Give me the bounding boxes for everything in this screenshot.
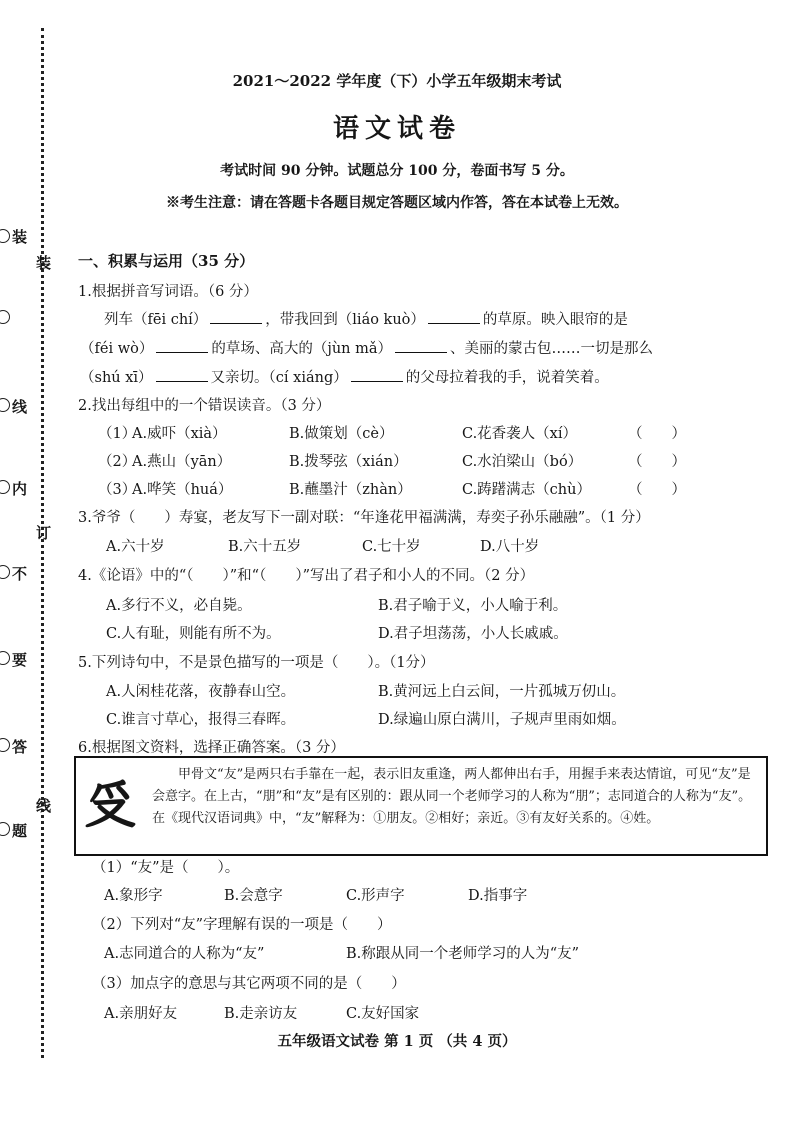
q4-option: B.君子喻于义，小人喻于利。 [378,598,568,614]
exam-info: 考试时间 90 分钟。试题总分 100 分，卷面书写 5 分。 [220,163,574,179]
question-1-line-3 [80,366,609,387]
q5-option: A.人闲桂花落，夜静春山空。 [106,684,296,700]
binding-hole [0,310,10,324]
q4-option: C.人有耻，则能有所不为。 [106,626,281,642]
q2-row-number: （1） [98,426,137,442]
margin-char: 内 [12,480,28,498]
answer-blank[interactable] [156,367,208,382]
oracle-bone-glyph: 𠬪 [84,774,137,835]
question-1-stem: 1.根据拼音写词语。（6 分） [78,284,258,300]
q1-text: ，带我回到（liáo kuò） [265,312,425,328]
q5-option: D.绿遍山原白满川，子规声里雨如烟。 [378,712,626,728]
q1-text: 列车（fēi chí） [104,312,208,328]
q2-option: C.水泊梁山（bó） [462,454,583,470]
q2-option: A.威吓（xià） [132,426,227,442]
q6-option: A.志同道合的人称为“友” [104,946,265,962]
exam-notice: ※考生注意：请在答题卡各题目规定答题区域内作答，答在本试卷上无效。 [166,195,628,211]
answer-parens[interactable]: （ ） [628,482,686,498]
binding-hole [0,738,10,752]
q6-option: A.亲朋好友 [104,1006,178,1022]
q6-option: A.象形字 [104,888,163,904]
q6-sub-3: （3）加点字的意思与其它两项不同的是（ ） [92,976,406,992]
question-1-line-1 [104,308,628,329]
binding-char: 装 [36,254,52,272]
binding-hole [0,565,10,579]
q2-option: A.哗笑（huá） [132,482,233,498]
page-footer: 五年级语文试卷 第 1 页 （共 4 页） [277,1033,517,1050]
q2-option: B.蘸墨汁（zhàn） [289,482,412,498]
margin-char: 装 [12,228,28,246]
binding-hole [0,229,10,243]
answer-blank[interactable] [428,309,480,324]
question-4-stem: 4.《论语》中的“（ ）”和“（ ）”写出了君子和小人的不同。（2 分） [78,568,535,584]
q2-option: C.花香袭人（xí） [462,426,578,442]
q1-text: 、美丽的蒙古包……一切是那么 [450,341,654,357]
binding-char: 线 [36,797,52,815]
q1-text: （shú xī） [80,370,153,386]
answer-blank[interactable] [395,338,447,353]
q2-row-number: （2） [98,454,137,470]
answer-parens[interactable]: （ ） [628,426,686,442]
section-title: 一、积累与运用（35 分） [78,252,255,270]
q6-option: D.指事字 [468,888,528,904]
q4-option: D.君子坦荡荡，小人长戚戚。 [378,626,568,642]
margin-char: 答 [12,738,28,756]
q6-option: B.会意字 [224,888,283,904]
q3-option: A.六十岁 [106,539,165,555]
q6-sub-1: （1）“友”是（ ）。 [92,860,240,876]
reference-text: 甲骨文“友”是两只右手靠在一起，表示旧友重逢，两人都伸出右手，用握手来表达情谊，可见“友”是会意字。在上古，“朋”和“友”是有区别的：跟从同一个老师学习的人称为“朋”；志同道合的人称为“友”。在《现代汉语词典》中，“友”解释为：①朋友。②相好；亲近。③有友好关系的。④姓。 [152,767,752,826]
binding-hole [0,398,10,412]
q1-text: 的父母拉着我的手，说着笑着。 [405,370,609,386]
q2-option: B.做策划（cè） [289,426,394,442]
question-2-stem: 2.找出每组中的一个错误读音。（3 分） [78,398,331,414]
q3-option: C.七十岁 [362,539,421,555]
q2-option: A.燕山（yān） [132,454,232,470]
answer-blank[interactable] [351,367,403,382]
binding-hole [0,822,10,836]
question-1-line-2 [80,337,653,358]
exam-name: 2021～2022 学年度（下）小学五年级期末考试 [232,72,562,90]
q1-text: （féi wò） [80,341,154,357]
question-5-stem: 5.下列诗句中，不是景色描写的一项是（ ）。（1分） [78,655,435,671]
q6-option: B.走亲访友 [224,1006,298,1022]
question-3-stem: 3.爷爷（ ）寿宴，老友写下一副对联：“年逢花甲福满满，寿奕子孙乐融融”。（1 分） [78,510,650,526]
q5-option: B.黄河远上白云间，一片孤城万仞山。 [378,684,626,700]
answer-blank[interactable] [156,338,208,353]
q3-option: D.八十岁 [480,539,540,555]
question-6-stem: 6.根据图文资料，选择正确答案。（3 分） [78,740,345,756]
answer-blank[interactable] [210,309,262,324]
binding-char: 订 [36,524,52,542]
q1-text: 又亲切。（cí xiáng） [210,370,348,386]
margin-char: 线 [12,398,28,416]
margin-char: 要 [12,651,28,669]
margin-char: 不 [12,565,28,583]
q1-text: 的草原。映入眼帘的是 [482,312,628,328]
binding-dotted-line [41,28,44,1058]
q2-option: B.拨琴弦（xián） [289,454,408,470]
binding-hole [0,480,10,494]
page-title: 语文试卷 [332,114,461,144]
q5-option: C.谁言寸草心，报得三春晖。 [106,712,296,728]
answer-parens[interactable]: （ ） [628,454,686,470]
reference-box [74,756,768,856]
q6-option: C.友好国家 [346,1006,420,1022]
q6-sub-2: （2）下列对“友”字理解有误的一项是（ ） [92,917,392,933]
binding-hole [0,651,10,665]
q2-row-number: （3） [98,482,137,498]
q2-option: C.踌躇满志（chù） [462,482,591,498]
q6-option: C.形声字 [346,888,405,904]
q1-text: 的草场、高大的（jùn mǎ） [211,341,393,357]
q3-option: B.六十五岁 [228,539,302,555]
q4-option: A.多行不义，必自毙。 [106,598,252,614]
margin-char: 题 [12,822,28,840]
q6-option: B.称跟从同一个老师学习的人为“友” [346,946,580,962]
